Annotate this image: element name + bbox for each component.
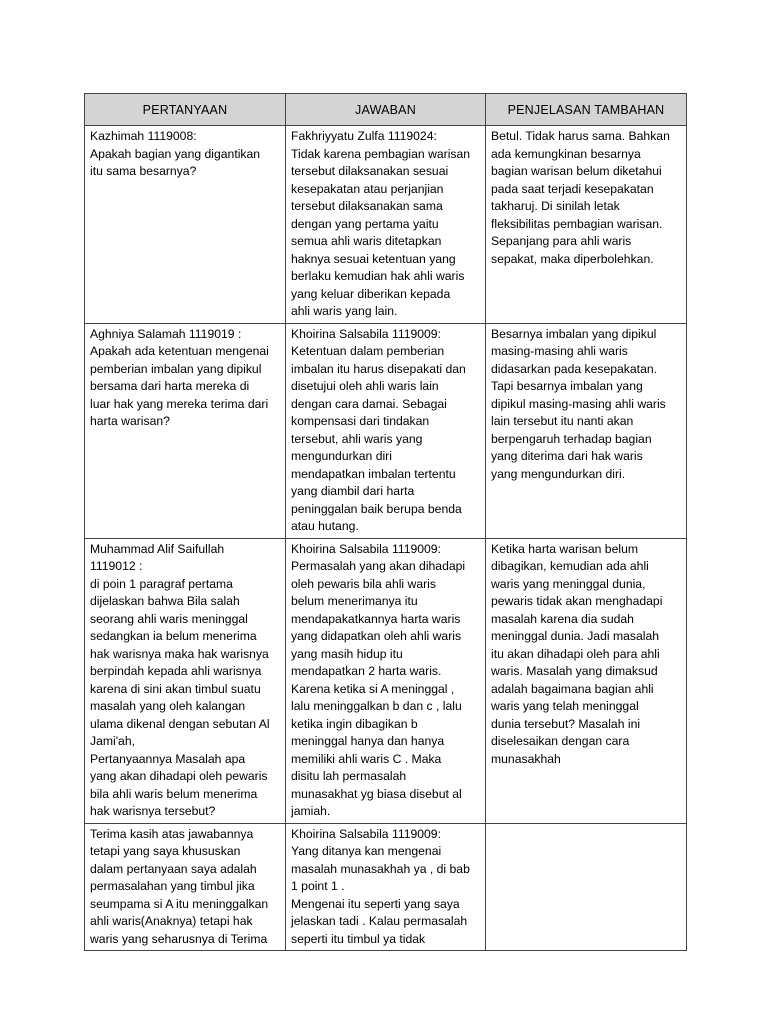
question-cell: Terima kasih atas jawabannya tetapi yang saya khususkan dalam pertanyaan saya adalah permasalahan yang timbul jika seumpama si A itu meninggalkan ahli waris(Anaknya) tetapi hak waris yang seharusnya di Terima xyxy=(85,823,286,951)
table-row xyxy=(85,823,687,951)
answer-cell: Khoirina Salsabila 1119009: Permasalah yang akan dihadapi oleh pewaris bila ahli waris belum menerimanya itu mendapakatkannya harta waris yang didapatkan oleh ahli waris yang masih hidup itu mendapatkan 2 harta waris. Karena ketika si A meninggal , lalu meninggalkan b dan c , lalu ketika ingin dibagikan b meninggal hanya dan hanya memiliki ahli waris C . Maka disitu lah permasalah munasakhat yg biasa disebut al jamiah. xyxy=(286,538,486,823)
qa-table xyxy=(84,93,687,951)
explanation-cell: Betul. Tidak harus sama. Bahkan ada kemungkinan besarnya bagian warisan belum diketahui pada saat terjadi kesepakatan takharuj. Di sinilah letak fleksibilitas pembagian warisan. Sepanjang para ahli waris sepakat, maka diperbolehkan. xyxy=(486,126,687,324)
question-cell: Muhammad Alif Saifullah 1119012 : di poin 1 paragraf pertama dijelaskan bahwa Bila salah seorang ahli waris meninggal sedangkan ia belum menerima hak warisnya maka hak warisnya berpindah kepada ahli warisnya karena di sini akan timbul suatu masalah yang oleh kalangan ulama dikenal dengan sebutan Al Jami'ah, Pertanyaannya Masalah apa yang akan dihadapi oleh pewaris bila ahli waris belum menerima hak warisnya tersebut? xyxy=(85,538,286,823)
question-cell: Kazhimah 1119008: Apakah bagian yang digantikan itu sama besarnya? xyxy=(85,126,286,324)
table-row xyxy=(85,323,687,538)
explanation-cell: Besarnya imbalan yang dipikul masing-masing ahli waris didasarkan pada kesepakatan. Tapi besarnya imbalan yang dipikul masing-masing ahli waris lain tersebut itu nanti akan berpengaruh terhadap bagian yang diterima dari hak waris yang mengundurkan diri. xyxy=(486,323,687,538)
table-row xyxy=(85,538,687,823)
answer-cell: Khoirina Salsabila 1119009: Yang ditanya kan mengenai masalah munasakhah ya , di bab 1 point 1 . Mengenai itu seperti yang saya jelaskan tadi . Kalau permasalah seperti itu timbul ya tidak xyxy=(286,823,486,951)
header-question: PERTANYAAN xyxy=(85,94,286,126)
explanation-cell: Ketika harta warisan belum dibagikan, kemudian ada ahli waris yang meninggal dunia, pewaris tidak akan menghadapi masalah karena dia sudah meninggal dunia. Jadi masalah itu akan dihadapi oleh para ahli waris. Masalah yang dimaksud adalah bagaimana bagian ahli waris yang telah meninggal dunia tersebut? Masalah ini diselesaikan dengan cara munasakhah xyxy=(486,538,687,823)
question-cell: Aghniya Salamah 1119019 : Apakah ada ketentuan mengenai pemberian imbalan yang dipikul bersama dari harta mereka di luar hak yang mereka terima dari harta warisan? xyxy=(85,323,286,538)
table-header-row xyxy=(85,94,687,126)
header-explanation: PENJELASAN TAMBAHAN xyxy=(486,94,687,126)
header-answer: JAWABAN xyxy=(286,94,486,126)
answer-cell: Fakhriyyatu Zulfa 1119024: Tidak karena pembagian warisan tersebut dilaksanakan sesuai kesepakatan atau perjanjian tersebut dilaksanakan sama dengan yang pertama yaitu semua ahli waris ditetapkan haknya sesuai ketentuan yang berlaku kemudian hak ahli waris yang keluar diberikan kepada ahli waris yang lain. xyxy=(286,126,486,324)
answer-cell: Khoirina Salsabila 1119009: Ketentuan dalam pemberian imbalan itu harus disepakati dan disetujui oleh ahli waris lain dengan cara damai. Sebagai kompensasi dari tindakan tersebut, ahli waris yang mengundurkan diri mendapatkan imbalan tertentu yang diambil dari harta peninggalan baik berupa benda atau hutang. xyxy=(286,323,486,538)
table-row xyxy=(85,126,687,324)
explanation-cell xyxy=(486,823,687,951)
